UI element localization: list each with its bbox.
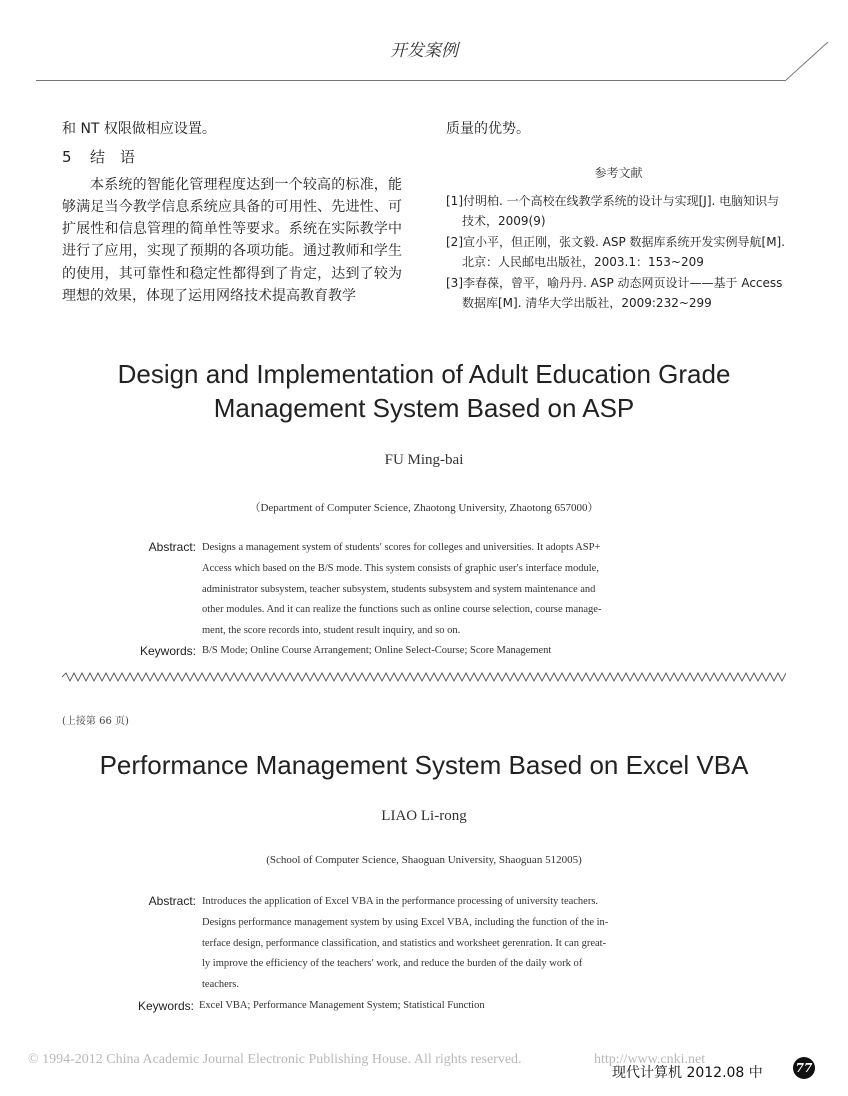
left-column	[62, 118, 402, 307]
reference-item: [3]李春葆，曾平，喻丹丹. ASP 动态网页设计——基于 Access 数据库[M]. 清华大学出版社，2009:232~299	[446, 275, 783, 311]
right-continuation-text: 质量的优势。	[446, 121, 530, 137]
abstract-line: teachers.	[202, 979, 240, 991]
wavy-separator	[62, 672, 786, 682]
abstract-line: Designs a management system of students′ scores for colleges and universities. It adopts ASP+	[202, 542, 601, 553]
header-corner-line	[786, 42, 846, 82]
abstract-line: other modules. And it can realize the functions such as online course selection, course manage-	[202, 604, 602, 616]
journal-issue: 现代计算机 2012.08 中	[612, 1065, 763, 1081]
reference-item: [1]付明柏. 一个高校在线教学系统的设计与实现[J]. 电脑知识与技术，2009(9)	[446, 193, 780, 229]
article1-keywords: B/S Mode; Online Course Arrangement; Online Select-Course; Score Management	[202, 645, 552, 656]
section-title-char-1: 结	[90, 148, 107, 167]
article1-title-line1: Design and Implementation of Adult Education Grade	[117, 359, 731, 389]
section-heading	[62, 146, 402, 168]
article2-keywords: Excel VBA; Performance Management System; Statistical Function	[199, 1000, 485, 1011]
reference-item: [2]宣小平，但正刚，张文毅. ASP 数据库系统开发实例导航[M]. 北京：人民邮电出版社，2003.1：153~209	[446, 234, 786, 270]
conclusion-paragraph: 本系统的智能化管理程度达到一个较高的标准，能够满足当今教学信息系统应具备的可用性、先进性、可扩展性和信息管理的简单性等要求。系统在实际教学中进行了应用，实现了预期的各项功能。通过教师和学生的使用，其可靠性和稳定性都得到了肯定，达到了较为理想的效果，体现了运用网络技术提高教育教学	[62, 176, 402, 305]
header-rule	[36, 80, 786, 81]
article2-title: Performance Management System Based on Excel VBA	[99, 750, 749, 780]
abstract-line: ly improve the efficiency of the teachers′ work, and reduce the burden of the daily work of	[202, 958, 583, 970]
article1-author: FU Ming-bai	[384, 452, 464, 468]
page-number-badge: 77	[793, 1057, 815, 1079]
article2-affiliation: (School of Computer Science, Shaoguan University, Shaoguan 512005)	[266, 854, 582, 866]
cnki-url-watermark: http://www.cnki.net	[594, 1052, 706, 1067]
article2-abstract	[202, 892, 706, 996]
journal-section-title: 开发案例	[390, 41, 458, 61]
abstract-line: terface design, performance classification, and statistics and worksheet gerenration. It can great-	[202, 937, 607, 949]
right-column	[446, 118, 791, 314]
references-heading: 参考文献	[594, 166, 643, 181]
article1-keywords-label: Keywords:	[139, 644, 196, 658]
abstract-line: ment, the score records into, student result inquiry, and so on.	[202, 625, 461, 637]
abstract-line: administrator subsystem, teacher subsystem, students subsystem and system maintenance and	[202, 583, 596, 595]
copyright-watermark: © 1994-2012 China Academic Journal Electronic Publishing House. All rights reserved.	[28, 1052, 522, 1067]
abstract-line: Designs performance management system by using Excel VBA, including the function of the in-	[202, 916, 609, 928]
left-continuation-text: 和 NT 权限做相应设置。	[62, 121, 216, 137]
continued-from-note: (上接第 66 页)	[62, 716, 129, 727]
section-title-char-2: 语	[120, 148, 137, 167]
article2-author: LIAO Li-rong	[381, 808, 467, 824]
article2-keywords-label: Keywords:	[137, 999, 194, 1013]
section-number: 5	[62, 148, 73, 167]
abstract-line: Introduces the application of Excel VBA in the performance processing of university teachers.	[202, 896, 599, 907]
article1-abstract	[202, 538, 706, 642]
article1-title-line2: Management System Based on ASP	[213, 393, 635, 423]
article2-abstract-label: Abstract:	[148, 894, 196, 908]
article1-abstract-label: Abstract:	[148, 540, 196, 554]
article1-affiliation: （Department of Computer Science, Zhaotong University, Zhaotong 657000）	[249, 502, 599, 514]
abstract-line: Access which based on the B/S mode. This system consists of graphic user′s interface module,	[202, 562, 599, 574]
